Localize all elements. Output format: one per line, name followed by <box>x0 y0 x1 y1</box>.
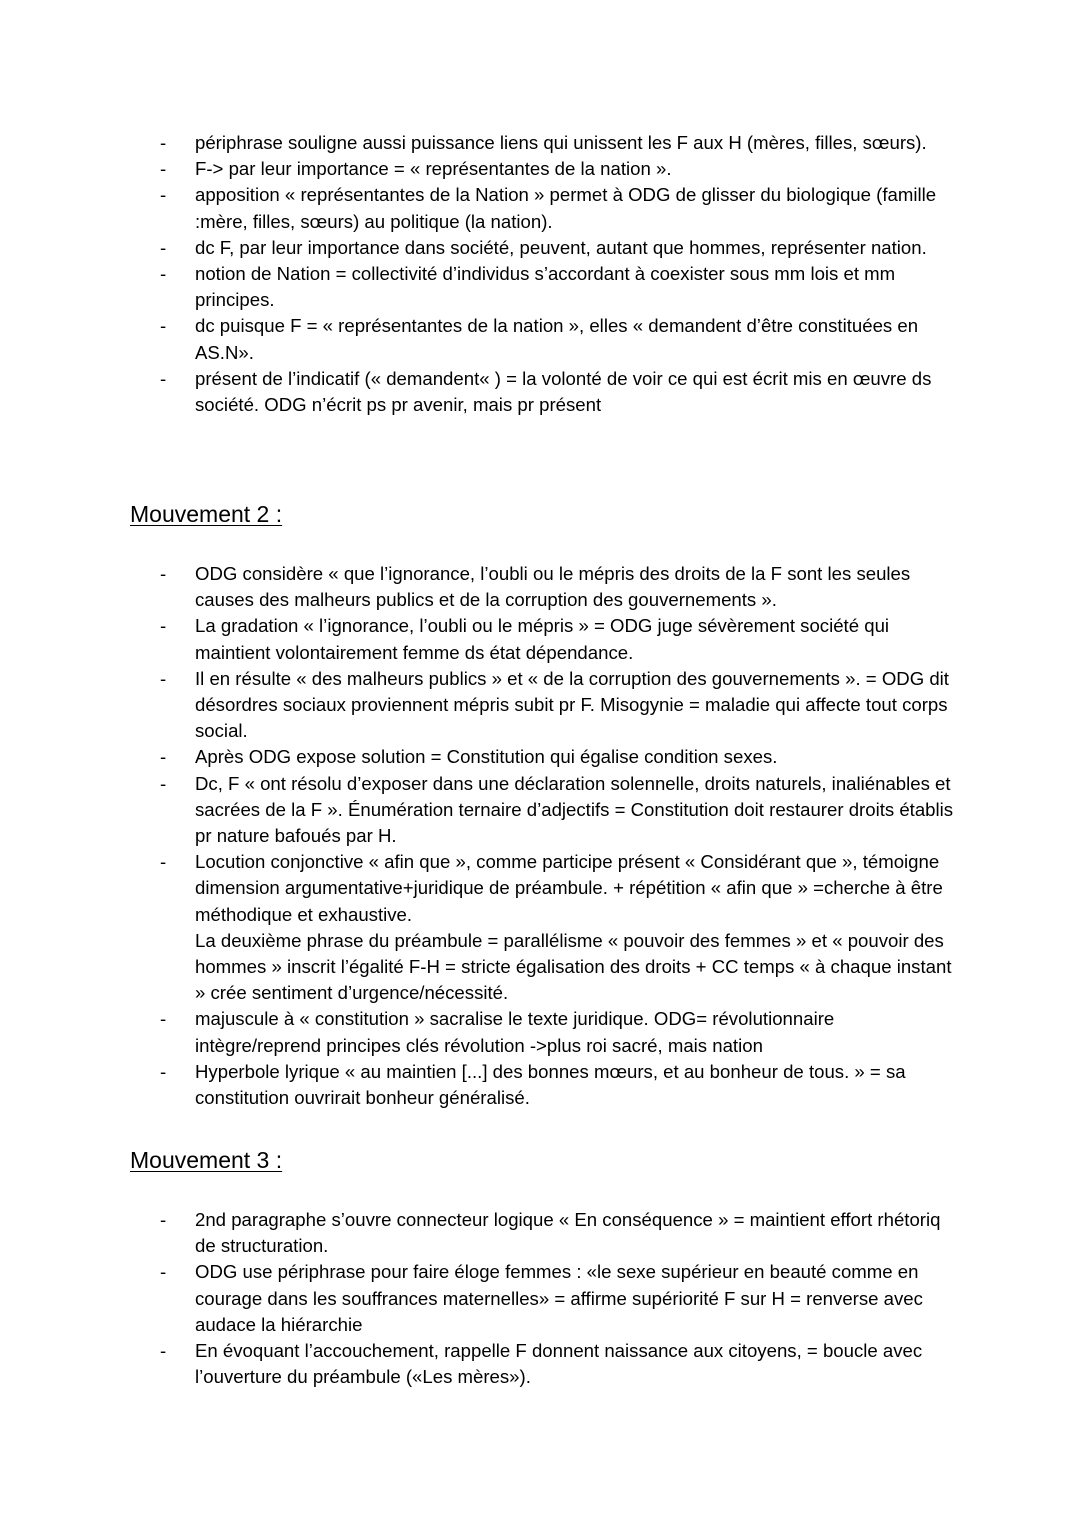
bullet-dash: - <box>160 236 167 258</box>
list-item: - dc puisque F = « représentantes de la nation », elles « demandent d’être constituées en AS.N». <box>160 315 919 363</box>
list-item: - Après ODG expose solution = Constitution qui égalise condition sexes. <box>0 744 1080 770</box>
bullet-dash: - <box>160 1008 167 1030</box>
list-item: - F-> par leur importance = « représentantes de la nation ». <box>0 156 1080 182</box>
bullet-dash: - <box>160 563 167 584</box>
bullet-dash: - <box>160 315 167 337</box>
bullet-dash: - <box>160 772 167 794</box>
list-item: - Locution conjonctive « afin que », comme participe présent « Considérant que », témoigne dimension argumentative+juridique de préambule. + répétition « afin que » =cherche à être méthodique et exhaustive. <box>160 851 943 925</box>
intro-list <box>0 130 1080 418</box>
list-item: - ODG considère « que l’ignorance, l’oubli ou le mépris des droits de la F sont les seules causes des malheurs publics et de la corruption des gouvernements ». <box>160 563 911 611</box>
list-item: - présent de l’indicatif (« demandent« ) = la volonté de voir ce qui est écrit mis en œuvre ds société. ODG n’écrit ps pr avenir, mais pr présent <box>160 367 932 416</box>
list-item-continuation: La deuxième phrase du préambule = parallélisme « pouvoir des femmes » et « pouvoir des hommes » inscrit l’égalité F-H = stricte égalisation des droits + CC temps « à chaque instant » crée sentiment d’urgence/nécessité. <box>195 929 952 1004</box>
bullet-dash: - <box>160 1340 167 1362</box>
list-item: - 2nd paragraphe s’ouvre connecteur logique « En conséquence » = maintient effort rhétoriq de structuration. <box>160 1209 941 1257</box>
list-item: - En évoquant l’accouchement, rappelle F donnent naissance aux citoyens, = boucle avec l’ouverture du préambule («Les mères»). <box>160 1340 923 1388</box>
bullet-dash: - <box>160 615 167 637</box>
bullet-dash: - <box>160 1060 167 1082</box>
list-item: - majuscule à « constitution » sacralise le texte juridique. ODG= révolutionnaire intègre/reprend principes clés révolution ->plus roi sacré, mais nation <box>160 1008 835 1056</box>
bullet-dash: - <box>160 1209 167 1230</box>
section-heading-mouvement-2: Mouvement 2 : <box>130 501 283 527</box>
list-item: - Dc, F « ont résolu d’exposer dans une déclaration solennelle, droits naturels, inaliénables et sacrées de la F ». Énumération ternaire d’adjectifs = Constitution doit restaurer droits établis pr nature bafoués par H. <box>160 772 954 847</box>
list-item: - apposition « représentantes de la Nation » permet à ODG de glisser du biologique (famille :mère, filles, sœurs) au politique (la nation). <box>160 184 937 232</box>
list-item: - Il en résulte « des malheurs publics » et « de la corruption des gouvernements ». = ODG dit désordres sociaux proviennent mépris subit pr F. Misogynie = maladie qui affecte tout corps social. <box>160 667 949 742</box>
list-item: - Hyperbole lyrique « au maintien [...] des bonnes mœurs, et au bonheur de tous. » = sa constitution ouvrirait bonheur généralisé. <box>160 1060 906 1109</box>
bullet-dash: - <box>160 1261 167 1283</box>
mouvement-2-list <box>0 561 1080 1111</box>
list-item: - ODG use périphrase pour faire éloge femmes : «le sexe supérieur en beauté comme en courage dans les souffrances maternelles» = affirme supériorité F sur H = renverse avec audace la hiérarchie <box>160 1261 923 1335</box>
section-heading-mouvement-3: Mouvement 3 : <box>130 1147 283 1173</box>
bullet-dash: - <box>160 367 167 389</box>
bullet-dash: - <box>160 263 167 285</box>
bullet-dash: - <box>160 667 167 689</box>
list-item: - La gradation « l’ignorance, l’oubli ou le mépris » = ODG juge sévèrement société qui maintient volontairement femme ds état dépendance. <box>160 615 890 663</box>
list-item: - périphrase souligne aussi puissance liens qui unissent les F aux H (mères, filles, sœurs). <box>0 130 1080 156</box>
list-item: - notion de Nation = collectivité d’individus s’accordant à coexister sous mm lois et mm principes. <box>160 263 896 311</box>
bullet-dash: - <box>160 158 167 180</box>
list-item: - dc F, par leur importance dans société, peuvent, autant que hommes, représenter nation. <box>0 235 1080 261</box>
bullet-dash: - <box>160 132 167 153</box>
mouvement-3-list <box>0 1207 1080 1390</box>
bullet-dash: - <box>160 851 167 873</box>
bullet-dash: - <box>160 746 167 768</box>
bullet-dash: - <box>160 184 167 206</box>
